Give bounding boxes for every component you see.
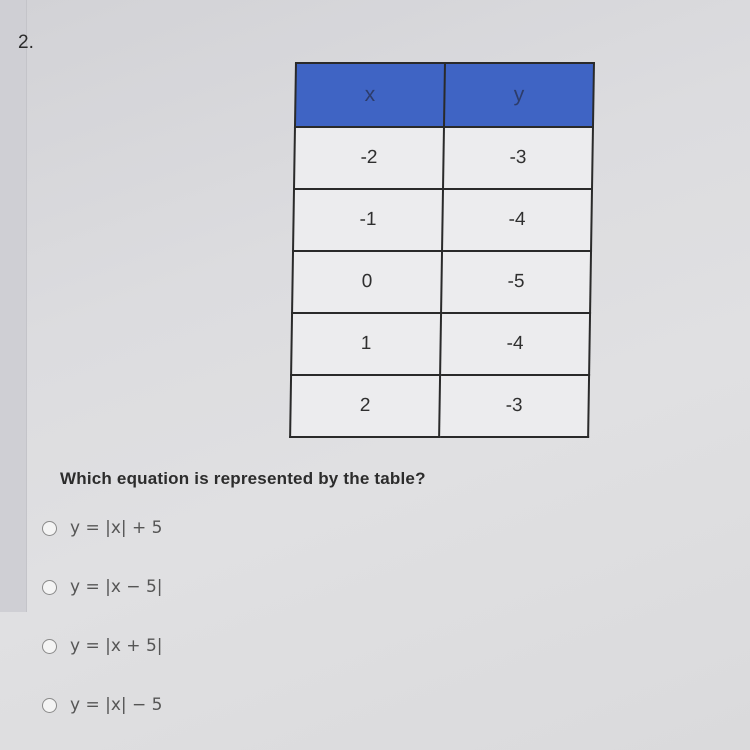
- answer-options: [42, 514, 163, 750]
- table-header-row: [295, 63, 594, 127]
- table-row: [293, 189, 592, 251]
- xy-table: [289, 62, 595, 438]
- answer-option-label: y = |x| + 5: [70, 518, 163, 538]
- table-cell-y: -5: [441, 251, 591, 313]
- table-row: [290, 375, 589, 437]
- table-cell-x: -1: [293, 189, 443, 251]
- table-cell-x: 0: [292, 251, 442, 313]
- radio-button-icon[interactable]: [42, 698, 57, 713]
- table-cell-y: -3: [439, 375, 589, 437]
- table-cell-y: -3: [443, 127, 593, 189]
- answer-option-2[interactable]: [42, 573, 163, 601]
- radio-button-icon[interactable]: [42, 521, 57, 536]
- question-prompt: Which equation is represented by the table?: [60, 469, 426, 488]
- table-row: [292, 251, 591, 313]
- answer-option-4[interactable]: [42, 691, 163, 719]
- answer-option-1[interactable]: [42, 514, 163, 542]
- answer-option-label: y = |x − 5|: [70, 577, 163, 597]
- table-header-x: x: [295, 63, 445, 127]
- xy-table-container: [289, 62, 595, 438]
- table-row: [294, 127, 593, 189]
- table-cell-x: 2: [290, 375, 440, 437]
- answer-option-label: y = |x| − 5: [70, 695, 163, 715]
- radio-button-icon[interactable]: [42, 580, 57, 595]
- table-row: [291, 313, 590, 375]
- left-panel-strip: [0, 0, 27, 612]
- answer-option-3[interactable]: [42, 632, 163, 660]
- table-cell-x: -2: [294, 127, 444, 189]
- table-header-y: y: [444, 63, 594, 127]
- question-number: 2.: [18, 32, 34, 53]
- table-cell-y: -4: [440, 313, 590, 375]
- table-cell-x: 1: [291, 313, 441, 375]
- answer-option-label: y = |x + 5|: [70, 636, 163, 656]
- table-cell-y: -4: [442, 189, 592, 251]
- radio-button-icon[interactable]: [42, 639, 57, 654]
